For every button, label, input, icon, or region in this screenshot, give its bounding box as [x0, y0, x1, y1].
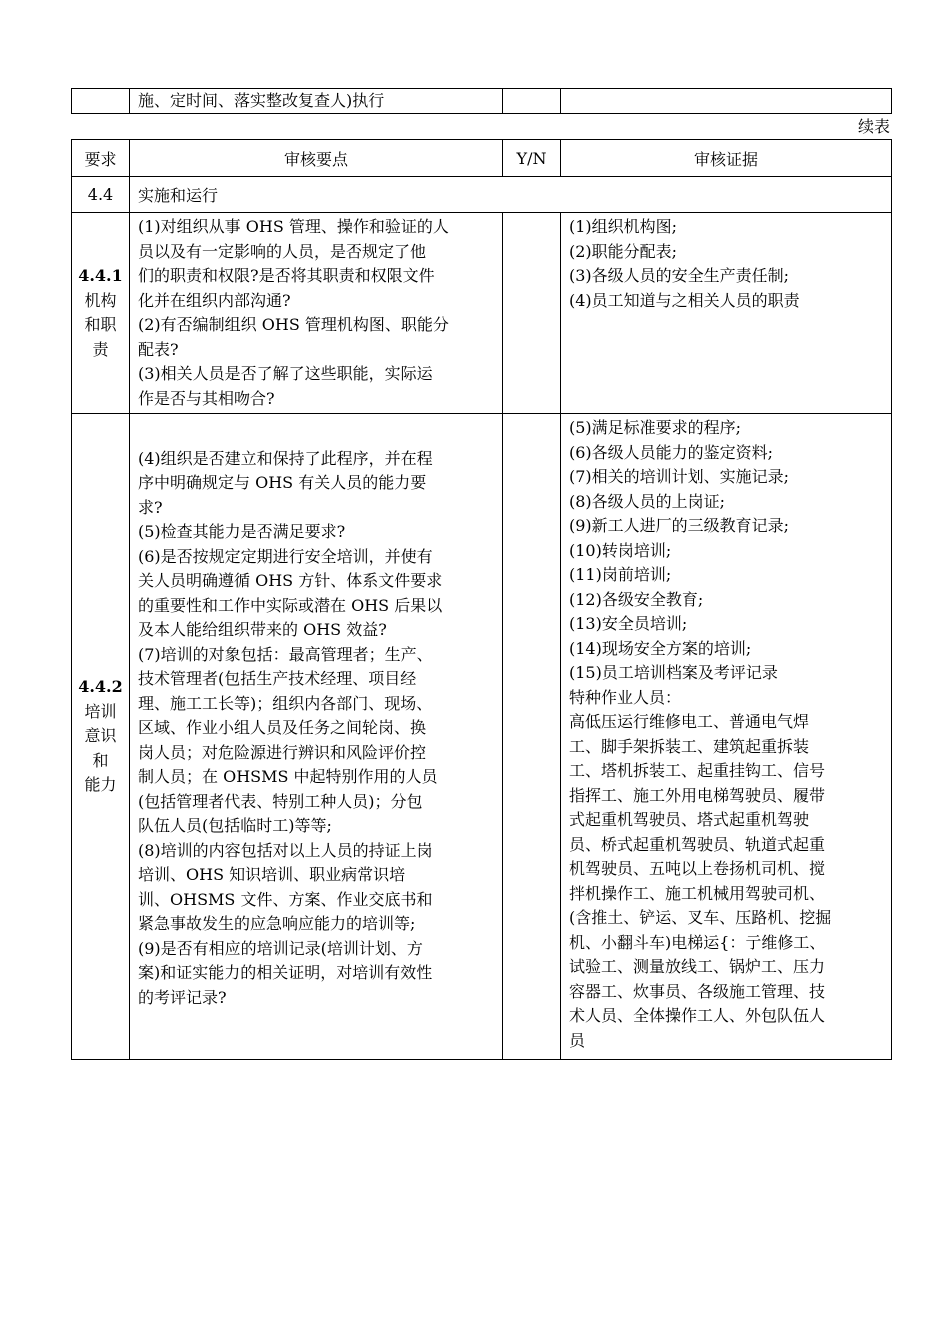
header-audit-points: 审核要点: [130, 140, 503, 177]
evidence-line: 机、小翻斗车)电梯运{：亍维修工、: [569, 932, 826, 952]
evidence-line: (15)员工培训档案及考评记录: [569, 663, 778, 682]
yn-4-4-2: [503, 414, 561, 1060]
evidence-cell: [561, 89, 892, 114]
req-label-line: 能力: [84, 775, 117, 795]
evidence-line: 工、塔机拆装工、起重挂钩工、信号: [569, 761, 826, 780]
audit-point-line: 技术管理者(包括生产技术经理、项目经: [138, 669, 417, 689]
audit-point-line: 岗人员；对危险源进行辨识和风险评价控: [138, 742, 427, 762]
audit-point-line: 作是否与其相吻合?: [138, 388, 275, 408]
evidence-line: 式起重机驾驶员、塔式起重机驾驶: [569, 810, 810, 829]
audit-point-line: 制人员；在 OHSMS 中起特别作用的人员: [138, 767, 438, 787]
header-evidence: 审核证据: [561, 140, 892, 177]
audit-point-line: 训、OHSMS 文件、方案、作业交底书和: [138, 889, 433, 909]
evidence-line: 工、脚手架拆装工、建筑起重拆装: [569, 736, 810, 756]
evidence-line: (6)各级人员能力的鉴定资料;: [569, 442, 774, 462]
evidence-line: (11)岗前培训;: [569, 565, 672, 584]
yn-4-4-1: [503, 213, 561, 414]
audit-point-line: (3)相关人员是否了解了这些职能，实际运: [138, 364, 433, 383]
evidence-line: 容器工、炊事员、各级施工管理、技: [569, 981, 826, 1001]
req-label-line: 机构: [84, 290, 117, 310]
audit-point-line: 员以及有一定影响的人员，是否规定了他: [138, 241, 427, 261]
audit-point-line: (6)是否按规定定期进行安全培训，并使有: [138, 546, 433, 566]
evidence-line: 特种作业人员：: [569, 687, 682, 707]
evidence-line: 拌机操作工、施工机械用驾驶司机、: [569, 883, 826, 903]
evidence-line: (8)各级人员的上岗证;: [569, 491, 726, 511]
audit-point-line: 培训、OHS 知识培训、职业病常识培: [138, 865, 406, 885]
continued-label: 续表: [857, 117, 890, 136]
audit-point-line: 们的职责和权限?是否将其职责和权限文件: [138, 266, 435, 285]
audit-points-4-4-2: [130, 414, 503, 1060]
audit-table: [71, 139, 892, 1060]
audit-point-line: 求?: [138, 497, 163, 517]
evidence-4-4-2: [561, 414, 892, 1060]
audit-point-line: (5)检查其能力是否满足要求?: [138, 522, 346, 542]
audit-point-line: 队伍人员(包括临时工)等等;: [138, 816, 332, 836]
req-label-line: 培训: [84, 701, 117, 721]
audit-point-text: 施、定时间、落实整改复查人)执行: [138, 91, 385, 110]
audit-point-line: 配表?: [138, 339, 179, 359]
audit-point-line: 理、施工工长等)；组织内各部门、现场、: [138, 693, 433, 713]
evidence-line: 高低压运行维修电工、普通电气焊: [569, 712, 810, 731]
audit-point-cell: [130, 89, 503, 114]
audit-point-line: (7)培训的对象包括：最高管理者；生产、: [138, 644, 433, 664]
evidence-line: 员、桥式起重机驾驶员、轨道式起重: [569, 834, 826, 854]
evidence-line: (含推土、铲运、叉车、压路机、挖掘: [569, 908, 832, 927]
evidence-line: (13)安全员培训;: [569, 614, 688, 633]
evidence-line: (5)满足标准要求的程序;: [569, 418, 742, 437]
audit-point-line: 化并在组织内部沟通?: [138, 290, 291, 310]
evidence-line: (4)员工知道与之相关人员的职责: [569, 290, 800, 310]
audit-point-line: (1)对组织从事 OHS 管理、操作和验证的人: [138, 217, 449, 236]
audit-point-line: 序中明确规定与 OHS 有关人员的能力要: [138, 473, 427, 493]
audit-points-4-4-1: [130, 213, 503, 414]
audit-point-line: (包括管理者代表、特别工种人员)；分包: [138, 791, 423, 811]
yn-cell: [503, 89, 561, 114]
evidence-line: (9)新工人进厂的三级教育记录;: [569, 516, 790, 535]
header-requirement: 要求: [72, 140, 130, 177]
req-label-line: 意识: [84, 726, 117, 746]
evidence-line: 试验工、测量放线工、锅炉工、压力: [569, 957, 826, 976]
audit-point-line: 案)和证实能力的相关证明，对培训有效性: [138, 963, 433, 983]
table-row: [72, 414, 892, 1060]
section-row: [72, 177, 892, 213]
audit-point-line: (4)组织是否建立和保持了此程序，并在程: [138, 448, 433, 468]
req-cell: [72, 89, 130, 114]
audit-point-line: (8)培训的内容包括对以上人员的持证上岗: [138, 840, 433, 860]
audit-point-line: (2)有否编制组织 OHS 管理机构图、职能分: [138, 315, 449, 334]
continued-table-fragment: [71, 88, 892, 114]
evidence-line: (14)现场安全方案的培训;: [569, 638, 752, 658]
audit-point-line: (9)是否有相应的培训记录(培训计划、方: [138, 938, 423, 958]
header-row: [72, 140, 892, 177]
table-row: [72, 213, 892, 414]
evidence-line: 员: [569, 1030, 586, 1050]
req-number: 4.4.2: [78, 677, 123, 697]
evidence-line: (10)转岗培训;: [569, 540, 672, 560]
evidence-line: 指挥工、施工外用电梯驾驶员、履带: [569, 785, 826, 805]
requirement-4-4-1: [72, 213, 130, 414]
section-title: 实施和运行: [130, 177, 892, 213]
audit-point-line: 的重要性和工作中实际或潜在 OHS 后果以: [138, 595, 443, 615]
section-number: 4.4: [72, 177, 130, 213]
header-yn: Y/N: [503, 140, 561, 177]
audit-point-line: 关人员明确遵循 OHS 方针、体系文件要求: [138, 571, 443, 591]
audit-point-line: 紧急事故发生的应急响应能力的培训等;: [138, 914, 416, 934]
evidence-line: (12)各级安全教育;: [569, 589, 704, 609]
audit-point-line: 及本人能给组织带来的 OHS 效益?: [138, 620, 387, 640]
evidence-line: (1)组织机构图;: [569, 217, 678, 236]
evidence-line: (7)相关的培训计划、实施记录;: [569, 467, 790, 486]
req-label-line: 和: [92, 750, 109, 770]
evidence-line: (2)职能分配表;: [569, 241, 678, 261]
audit-point-line: 区域、作业小组人员及任务之间轮岗、换: [138, 718, 427, 738]
evidence-line: 术人员、全体操作工人、外包队伍人: [569, 1006, 826, 1025]
evidence-4-4-1: [561, 213, 892, 414]
table-row: [72, 89, 892, 114]
req-number: 4.4.1: [78, 266, 123, 285]
req-label-line: 和职: [84, 315, 117, 334]
req-label-line: 责: [92, 339, 109, 359]
evidence-line: 机驾驶员、五吨以上卷扬机司机、搅: [569, 859, 826, 878]
requirement-4-4-2: [72, 414, 130, 1060]
audit-point-line: 的考评记录?: [138, 987, 227, 1007]
evidence-line: (3)各级人员的安全生产责任制;: [569, 266, 790, 285]
